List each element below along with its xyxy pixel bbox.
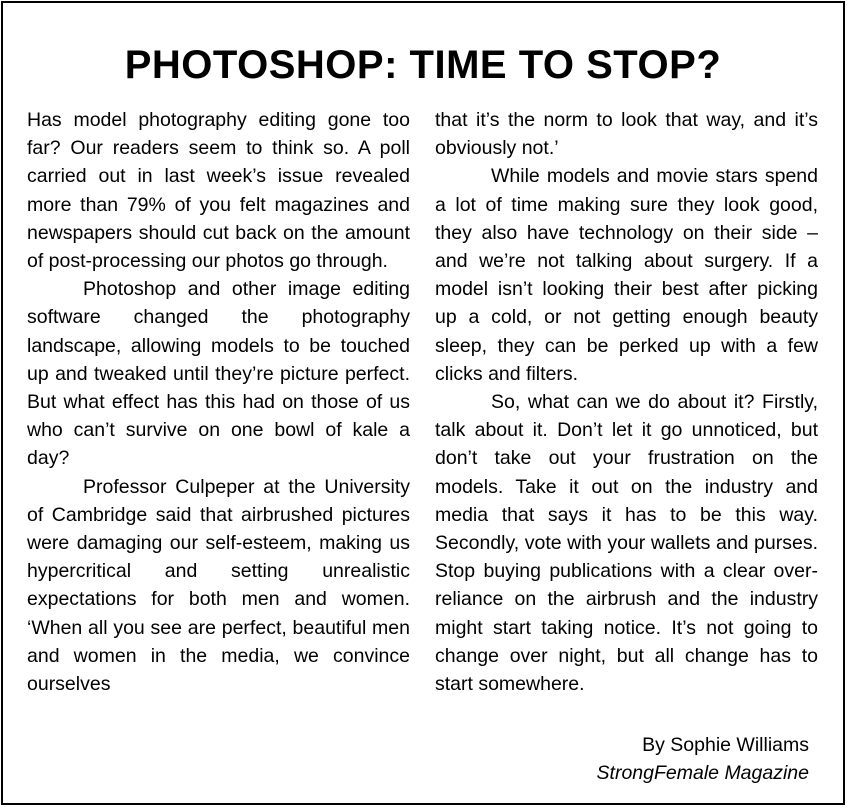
paragraph: Professor Culpeper at the University of Cambridge said that airbrushed pictures were damaging our self-esteem, making us hypercritical and setting unrealistic expectations for both men and women. ‘When all you see are perfect, beautiful men and women in the media, we convince ourselves — [27, 475, 410, 696]
paragraph: While models and movie stars spend a lot of time making sure they look good, they also have technology on their side – and we’re not talking about surgery. If a model isn’t looking their best after picking up a cold, or not getting enough beauty sleep, they can be perked up with a few clicks and filters. — [435, 165, 818, 385]
article-frame — [1, 1, 845, 805]
left-column — [27, 106, 410, 698]
byline — [597, 731, 809, 787]
publication-name: StrongFemale Magazine — [596, 762, 809, 785]
paragraph: So, what can we do about it? Firstly, talk about it. Don’t let it go unnoticed, but don’t take out your frustration on the models. Take it out on the industry and media that says it has to be this way. Secondly, vote with your wallets and purses. Stop buying publications with a clear over-reliance on the airbrush and the industry might start taking notice. It’s not going to change over night, but all change has to start somewhere. — [435, 391, 818, 696]
paragraph: that it’s the norm to look that way, and it’s obviously not.’ — [435, 109, 818, 160]
author-name: By Sophie Williams — [642, 734, 809, 756]
paragraph: Has model photography editing gone too far? Our readers seem to think so. A poll carried out in last week’s issue revealed more than 79% of you felt magazines and newspapers should cut back on the amount of post-processing our photos go through. — [27, 109, 410, 273]
right-column — [435, 106, 818, 698]
article-title: PHOTOSHOP: TIME TO STOP? — [124, 43, 722, 87]
paragraph: Photoshop and other image editing software changed the photography landscape, allowing models to be touched up and tweaked until they’re picture perfect. But what effect has this had on those of us who can’t survive on one bowl of kale a day? — [27, 278, 410, 470]
